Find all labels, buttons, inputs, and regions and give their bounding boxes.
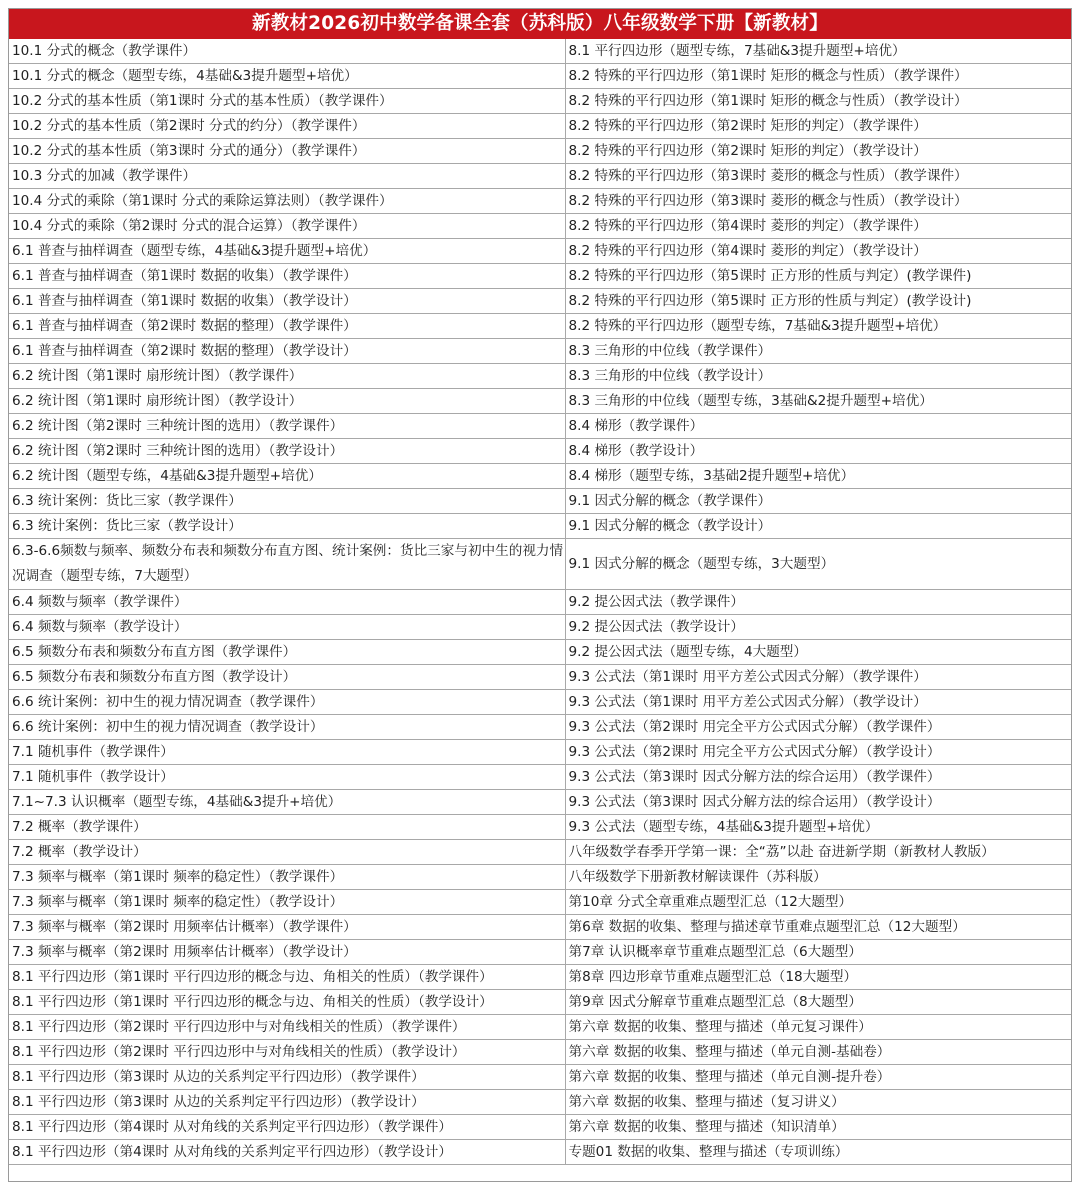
- resource-cell-right: 9.3 公式法（第1课时 用平方差公式因式分解）（教学设计）: [565, 690, 1071, 715]
- table-row: [9, 790, 1071, 815]
- table-row: [9, 89, 1071, 114]
- resource-cell-right: 9.1 因式分解的概念（教学课件）: [565, 489, 1071, 514]
- table-row: [9, 640, 1071, 665]
- resource-cell-right: 第六章 数据的收集、整理与描述（单元自测-基础卷）: [565, 1040, 1071, 1065]
- table-row: [9, 765, 1071, 790]
- table-row: [9, 439, 1071, 464]
- resource-cell-left: 6.6 统计案例：初中生的视力情况调查（教学设计）: [9, 715, 565, 740]
- resource-table-body: [9, 39, 1071, 1165]
- resource-cell-left: 6.3 统计案例：货比三家（教学课件）: [9, 489, 565, 514]
- resource-cell-right: 第六章 数据的收集、整理与描述（知识清单）: [565, 1115, 1071, 1140]
- resource-cell-left: 6.4 频数与频率（教学课件）: [9, 590, 565, 615]
- resource-cell-right: 8.2 特殊的平行四边形（题型专练，7基础&3提升题型+培优）: [565, 314, 1071, 339]
- resource-cell-left: 10.2 分式的基本性质（第3课时 分式的通分）（教学课件）: [9, 139, 565, 164]
- resource-cell-left: 6.2 统计图（第2课时 三种统计图的选用）（教学设计）: [9, 439, 565, 464]
- table-row: [9, 314, 1071, 339]
- table-row: [9, 364, 1071, 389]
- resource-cell-right: 8.2 特殊的平行四边形（第2课时 矩形的判定）（教学设计）: [565, 139, 1071, 164]
- table-row: [9, 414, 1071, 439]
- resource-cell-left: 7.3 频率与概率（第1课时 频率的稳定性）（教学课件）: [9, 865, 565, 890]
- resource-cell-left: 7.1 随机事件（教学课件）: [9, 740, 565, 765]
- resource-cell-right: 9.3 公式法（第1课时 用平方差公式因式分解）（教学课件）: [565, 665, 1071, 690]
- table-row: [9, 539, 1071, 590]
- resource-cell-right: 8.2 特殊的平行四边形（第4课时 菱形的判定）（教学课件）: [565, 214, 1071, 239]
- table-row: [9, 1115, 1071, 1140]
- resource-cell-left: 10.1 分式的概念（教学课件）: [9, 39, 565, 64]
- resource-cell-left: 6.3-6.6频数与频率、频数分布表和频数分布直方图、统计案例：货比三家与初中生的视力情况调查（题型专练，7大题型）: [9, 539, 565, 590]
- table-row: [9, 464, 1071, 489]
- resource-cell-left: 7.1~7.3 认识概率（题型专练，4基础&3提升+培优）: [9, 790, 565, 815]
- table-row: [9, 865, 1071, 890]
- resource-cell-left: 8.1 平行四边形（第3课时 从边的关系判定平行四边形）（教学设计）: [9, 1090, 565, 1115]
- resource-cell-right: 9.3 公式法（第3课时 因式分解方法的综合运用）（教学课件）: [565, 765, 1071, 790]
- table-row: [9, 840, 1071, 865]
- resource-cell-left: 6.5 频数分布表和频数分布直方图（教学课件）: [9, 640, 565, 665]
- resource-cell-right: 9.3 公式法（第2课时 用完全平方公式因式分解）（教学设计）: [565, 740, 1071, 765]
- resource-cell-left: 8.1 平行四边形（第2课时 平行四边形中与对角线相关的性质）（教学课件）: [9, 1015, 565, 1040]
- resource-list-sheet: [8, 8, 1072, 1182]
- resource-cell-left: 7.3 频率与概率（第2课时 用频率估计概率）（教学课件）: [9, 915, 565, 940]
- resource-cell-right: 第六章 数据的收集、整理与描述（复习讲义）: [565, 1090, 1071, 1115]
- resource-cell-right: 8.1 平行四边形（题型专练，7基础&3提升题型+培优）: [565, 39, 1071, 64]
- resource-cell-right: 8.2 特殊的平行四边形（第2课时 矩形的判定）（教学课件）: [565, 114, 1071, 139]
- resource-cell-left: 8.1 平行四边形（第2课时 平行四边形中与对角线相关的性质）（教学设计）: [9, 1040, 565, 1065]
- resource-cell-left: 6.2 统计图（第1课时 扇形统计图）（教学课件）: [9, 364, 565, 389]
- resource-cell-right: 8.2 特殊的平行四边形（第3课时 菱形的概念与性质）（教学课件）: [565, 164, 1071, 189]
- resource-cell-left: 7.1 随机事件（教学设计）: [9, 765, 565, 790]
- table-row: [9, 189, 1071, 214]
- table-row: [9, 489, 1071, 514]
- resource-cell-left: 8.1 平行四边形（第3课时 从边的关系判定平行四边形）（教学课件）: [9, 1065, 565, 1090]
- resource-cell-right: 8.2 特殊的平行四边形（第1课时 矩形的概念与性质）（教学设计）: [565, 89, 1071, 114]
- table-row: [9, 740, 1071, 765]
- table-row: [9, 164, 1071, 189]
- table-row: [9, 1065, 1071, 1090]
- resource-cell-left: 6.2 统计图（第2课时 三种统计图的选用）（教学课件）: [9, 414, 565, 439]
- resource-cell-right: 第9章 因式分解章节重难点题型汇总（8大题型）: [565, 990, 1071, 1015]
- resource-cell-left: 8.1 平行四边形（第1课时 平行四边形的概念与边、角相关的性质）（教学课件）: [9, 965, 565, 990]
- resource-cell-left: 6.6 统计案例：初中生的视力情况调查（教学课件）: [9, 690, 565, 715]
- resource-cell-right: 八年级数学春季开学第一课：全“荔”以赴 奋进新学期（新教材人教版）: [565, 840, 1071, 865]
- resource-cell-left: 10.4 分式的乘除（第2课时 分式的混合运算）（教学课件）: [9, 214, 565, 239]
- table-row: [9, 339, 1071, 364]
- resource-cell-left: 10.2 分式的基本性质（第1课时 分式的基本性质）（教学课件）: [9, 89, 565, 114]
- resource-cell-right: 8.3 三角形的中位线（教学课件）: [565, 339, 1071, 364]
- table-row: [9, 590, 1071, 615]
- resource-cell-left: 6.5 频数分布表和频数分布直方图（教学设计）: [9, 665, 565, 690]
- table-row: [9, 615, 1071, 640]
- table-row: [9, 239, 1071, 264]
- resource-cell-right: 9.3 公式法（第3课时 因式分解方法的综合运用）（教学设计）: [565, 790, 1071, 815]
- resource-cell-right: 专题01 数据的收集、整理与描述（专项训练）: [565, 1140, 1071, 1165]
- resource-cell-left: 8.1 平行四边形（第1课时 平行四边形的概念与边、角相关的性质）（教学设计）: [9, 990, 565, 1015]
- page-title: 新教材2026初中数学备课全套（苏科版）八年级数学下册【新教材】: [9, 9, 1071, 39]
- table-row: [9, 114, 1071, 139]
- resource-cell-left: 7.2 概率（教学课件）: [9, 815, 565, 840]
- table-row: [9, 690, 1071, 715]
- table-row: [9, 965, 1071, 990]
- table-row: [9, 64, 1071, 89]
- table-row: [9, 214, 1071, 239]
- resource-cell-right: 9.2 提公因式法（题型专练，4大题型）: [565, 640, 1071, 665]
- resource-cell-right: 第六章 数据的收集、整理与描述（单元自测-提升卷）: [565, 1065, 1071, 1090]
- resource-cell-right: 9.2 提公因式法（教学课件）: [565, 590, 1071, 615]
- resource-cell-left: 6.1 普查与抽样调查（第1课时 数据的收集）（教学设计）: [9, 289, 565, 314]
- resource-cell-left: 6.2 统计图（题型专练，4基础&3提升题型+培优）: [9, 464, 565, 489]
- resource-cell-right: 8.2 特殊的平行四边形（第3课时 菱形的概念与性质）（教学设计）: [565, 189, 1071, 214]
- resource-cell-left: 7.3 频率与概率（第1课时 频率的稳定性）（教学设计）: [9, 890, 565, 915]
- resource-cell-right: 8.3 三角形的中位线（教学设计）: [565, 364, 1071, 389]
- table-row: [9, 990, 1071, 1015]
- resource-cell-right: 9.2 提公因式法（教学设计）: [565, 615, 1071, 640]
- resource-table: [9, 39, 1071, 1165]
- resource-cell-right: 八年级数学下册新教材解读课件（苏科版）: [565, 865, 1071, 890]
- table-row: [9, 665, 1071, 690]
- resource-cell-right: 8.4 梯形（教学课件）: [565, 414, 1071, 439]
- resource-cell-right: 第7章 认识概率章节重难点题型汇总（6大题型）: [565, 940, 1071, 965]
- resource-cell-left: 6.4 频数与频率（教学设计）: [9, 615, 565, 640]
- table-row: [9, 915, 1071, 940]
- resource-cell-left: 6.1 普查与抽样调查（题型专练，4基础&3提升题型+培优）: [9, 239, 565, 264]
- resource-cell-left: 6.1 普查与抽样调查（第2课时 数据的整理）（教学课件）: [9, 314, 565, 339]
- resource-cell-right: 9.3 公式法（第2课时 用完全平方公式因式分解）（教学课件）: [565, 715, 1071, 740]
- resource-cell-left: 7.3 频率与概率（第2课时 用频率估计概率）（教学设计）: [9, 940, 565, 965]
- table-row: [9, 39, 1071, 64]
- resource-cell-right: 第六章 数据的收集、整理与描述（单元复习课件）: [565, 1015, 1071, 1040]
- resource-cell-left: 8.1 平行四边形（第4课时 从对角线的关系判定平行四边形）（教学设计）: [9, 1140, 565, 1165]
- table-row: [9, 1015, 1071, 1040]
- resource-cell-left: 10.1 分式的概念（题型专练，4基础&3提升题型+培优）: [9, 64, 565, 89]
- table-row: [9, 389, 1071, 414]
- table-row: [9, 940, 1071, 965]
- resource-cell-left: 6.2 统计图（第1课时 扇形统计图）（教学设计）: [9, 389, 565, 414]
- table-row: [9, 715, 1071, 740]
- resource-cell-left: 7.2 概率（教学设计）: [9, 840, 565, 865]
- table-row: [9, 1140, 1071, 1165]
- resource-cell-right: 9.1 因式分解的概念（题型专练，3大题型）: [565, 539, 1071, 590]
- resource-cell-right: 第10章 分式全章重难点题型汇总（12大题型）: [565, 890, 1071, 915]
- resource-cell-right: 8.4 梯形（题型专练，3基础2提升题型+培优）: [565, 464, 1071, 489]
- resource-cell-left: 8.1 平行四边形（第4课时 从对角线的关系判定平行四边形）（教学课件）: [9, 1115, 565, 1140]
- table-row: [9, 815, 1071, 840]
- resource-cell-right: 8.2 特殊的平行四边形（第1课时 矩形的概念与性质）（教学课件）: [565, 64, 1071, 89]
- table-row: [9, 289, 1071, 314]
- table-row: [9, 139, 1071, 164]
- resource-cell-right: 8.2 特殊的平行四边形（第5课时 正方形的性质与判定）(教学设计): [565, 289, 1071, 314]
- resource-cell-left: 10.2 分式的基本性质（第2课时 分式的约分）（教学课件）: [9, 114, 565, 139]
- table-row: [9, 1040, 1071, 1065]
- resource-cell-right: 8.2 特殊的平行四边形（第4课时 菱形的判定）（教学设计）: [565, 239, 1071, 264]
- resource-cell-right: 8.2 特殊的平行四边形（第5课时 正方形的性质与判定）(教学课件): [565, 264, 1071, 289]
- resource-cell-left: 6.3 统计案例：货比三家（教学设计）: [9, 514, 565, 539]
- resource-cell-right: 9.3 公式法（题型专练，4基础&3提升题型+培优）: [565, 815, 1071, 840]
- table-row: [9, 264, 1071, 289]
- table-row: [9, 1090, 1071, 1115]
- resource-cell-right: 8.3 三角形的中位线（题型专练，3基础&2提升题型+培优）: [565, 389, 1071, 414]
- table-row: [9, 514, 1071, 539]
- table-row: [9, 890, 1071, 915]
- resource-cell-left: 6.1 普查与抽样调查（第2课时 数据的整理）（教学设计）: [9, 339, 565, 364]
- resource-cell-left: 10.4 分式的乘除（第1课时 分式的乘除运算法则）（教学课件）: [9, 189, 565, 214]
- resource-cell-left: 6.1 普查与抽样调查（第1课时 数据的收集）（教学课件）: [9, 264, 565, 289]
- resource-cell-right: 第6章 数据的收集、整理与描述章节重难点题型汇总（12大题型）: [565, 915, 1071, 940]
- resource-cell-left: 10.3 分式的加减（教学课件）: [9, 164, 565, 189]
- resource-cell-right: 8.4 梯形（教学设计）: [565, 439, 1071, 464]
- resource-cell-right: 9.1 因式分解的概念（教学设计）: [565, 514, 1071, 539]
- resource-cell-right: 第8章 四边形章节重难点题型汇总（18大题型）: [565, 965, 1071, 990]
